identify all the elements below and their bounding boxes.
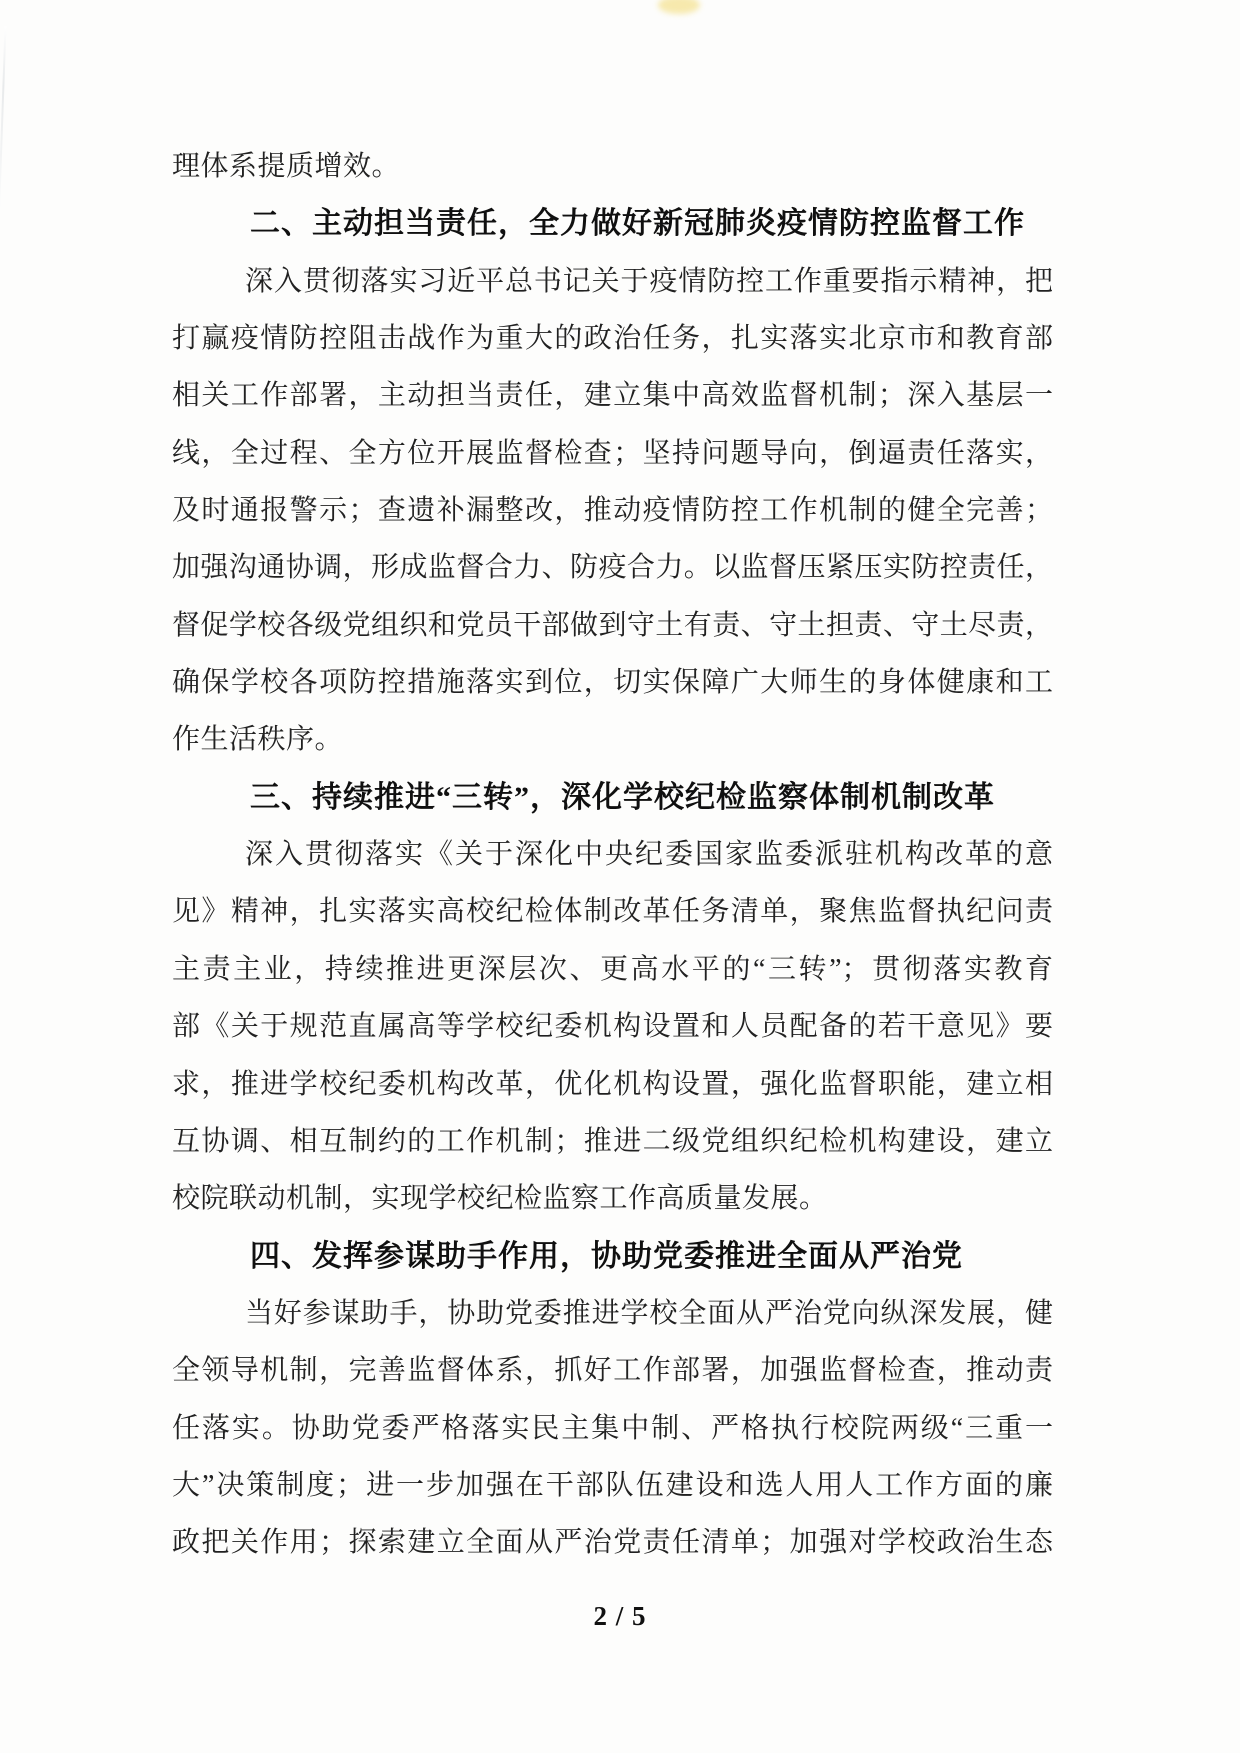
document-line: 部《关于规范直属高等学校纪委机构设置和人员配备的若干意见》要 [172, 1011, 1053, 1043]
document-line: 深入贯彻落实《关于深化中央纪委国家监委派驻机构改革的意 [245, 839, 1053, 871]
section-heading: 三、持续推进“三转”，深化学校纪检监察体制机制改革 [250, 780, 995, 814]
document-line: 加强沟通协调，形成监督合力、防疫合力。以监督压紧压实防控责任， [172, 552, 1053, 584]
document-line: 大”决策制度；进一步加强在干部队伍建设和选人用人工作方面的廉 [172, 1469, 1053, 1501]
document-line: 政把关作用；探索建立全面从严治党责任清单；加强对学校政治生态 [172, 1527, 1053, 1559]
document-line: 相关工作部署，主动担当责任，建立集中高效监督机制；深入基层一 [172, 380, 1053, 412]
document-line: 当好参谋助手，协助党委推进学校全面从严治党向纵深发展，健 [245, 1297, 1053, 1329]
document-line: 校院联动机制，实现学校纪检监察工作高质量发展。 [172, 1183, 828, 1215]
document-line: 互协调、相互制约的工作机制；推进二级党组织纪检机构建设，建立 [172, 1125, 1053, 1157]
page-number: 2 / 5 [593, 1601, 647, 1631]
document-line: 深入贯彻落实习近平总书记关于疫情防控工作重要指示精神，把 [245, 265, 1053, 297]
document-line: 作生活秩序。 [172, 724, 344, 756]
document-line: 及时通报警示；查遗补漏整改，推动疫情防控工作机制的健全完善； [172, 495, 1053, 527]
document-line: 督促学校各级党组织和党员干部做到守土有责、守土担责、守土尽责， [172, 609, 1053, 641]
document-line: 主责主业，持续推进更深层次、更高水平的“三转”；贯彻落实教育 [172, 953, 1053, 985]
scan-edge-artifact [0, 26, 6, 226]
scan-artifact-smudge [658, 0, 700, 14]
document-line: 任落实。协助党委严格落实民主集中制、严格执行校院两级“三重一 [172, 1412, 1053, 1444]
document-line: 打赢疫情防控阻击战作为重大的政治任务，扎实落实北京市和教育部 [172, 323, 1053, 355]
document-line: 求，推进学校纪委机构改革，优化机构设置，强化监督职能，建立相 [172, 1068, 1053, 1100]
document-line: 理体系提质增效。 [172, 151, 401, 182]
section-heading: 二、主动担当责任，全力做好新冠肺炎疫情防控监督工作 [250, 207, 1025, 241]
document-line: 确保学校各项防控措施落实到位，切实保障广大师生的身体健康和工 [172, 667, 1053, 699]
section-heading: 四、发挥参谋助手作用，协助党委推进全面从严治党 [250, 1239, 963, 1273]
document-body [172, 138, 1053, 1572]
document-line: 见》精神，扎实落实高校纪检体制改革任务清单，聚焦监督执纪问责 [172, 896, 1053, 928]
document-line: 线，全过程、全方位开展监督检查；坚持问题导向，倒逼责任落实， [172, 437, 1053, 469]
document-line: 全领导机制，完善监督体系，抓好工作部署，加强监督检查，推动责 [172, 1355, 1053, 1387]
